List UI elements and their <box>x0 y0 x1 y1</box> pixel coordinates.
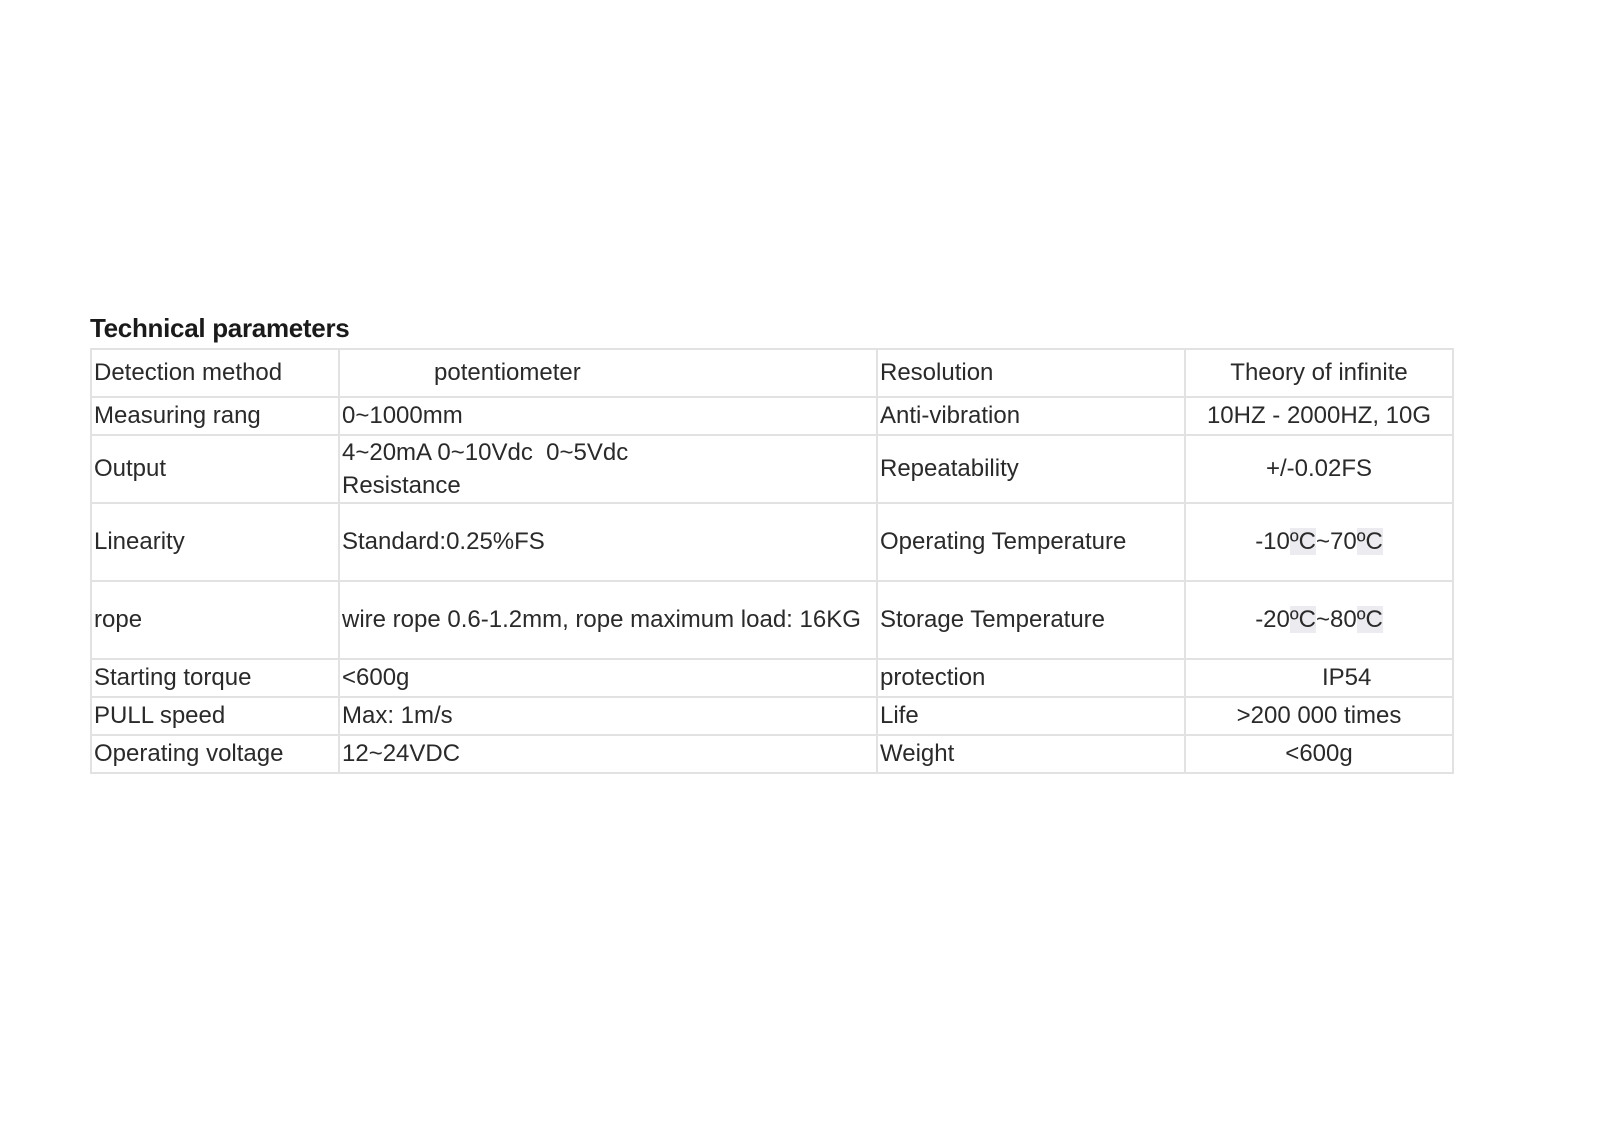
param-label: Linearity <box>91 503 339 581</box>
param-label: Resolution <box>877 349 1185 397</box>
param-value: 12~24VDC <box>339 735 877 773</box>
temp-max: ~70 <box>1315 528 1357 555</box>
param-value: Max: 1m/s <box>339 697 877 735</box>
table-row <box>91 503 1453 581</box>
param-value: 0~1000mm <box>339 397 877 435</box>
table-row <box>91 349 1453 397</box>
param-value: >200 000 times <box>1185 697 1453 735</box>
table-row <box>91 435 1453 503</box>
param-value: 10HZ - 2000HZ, 10G <box>1185 397 1453 435</box>
param-value <box>1185 503 1453 581</box>
parameters-table <box>90 348 1454 774</box>
param-label: Detection method <box>91 349 339 397</box>
param-label: protection <box>877 659 1185 697</box>
param-label: Starting torque <box>91 659 339 697</box>
param-label: Operating Temperature <box>877 503 1185 581</box>
temp-min: -20 <box>1255 606 1290 633</box>
param-value: Standard:0.25%FS <box>339 503 877 581</box>
section-title: Technical parameters <box>90 313 350 343</box>
param-value: Theory of infinite <box>1185 349 1453 397</box>
param-value <box>339 435 877 503</box>
temp-min: -10 <box>1255 528 1290 555</box>
param-label: Measuring rang <box>91 397 339 435</box>
technical-parameters-section <box>90 308 1452 774</box>
degree-unit: ºC <box>1289 528 1316 555</box>
param-label: Storage Temperature <box>877 581 1185 659</box>
param-value: <600g <box>339 659 877 697</box>
param-label: Operating voltage <box>91 735 339 773</box>
param-value: +/-0.02FS <box>1185 435 1453 503</box>
table-row <box>91 659 1453 697</box>
param-value <box>1185 581 1453 659</box>
param-value: potentiometer <box>339 349 877 397</box>
param-value: IP54 <box>1185 659 1453 697</box>
param-label: Repeatability <box>877 435 1185 503</box>
degree-unit: ºC <box>1356 528 1383 555</box>
degree-unit: ºC <box>1356 606 1383 633</box>
param-label: Anti-vibration <box>877 397 1185 435</box>
table-row <box>91 697 1453 735</box>
param-value: <600g <box>1185 735 1453 773</box>
param-label: PULL speed <box>91 697 339 735</box>
degree-unit: ºC <box>1289 606 1316 633</box>
output-line-1: 4~20mA 0~10Vdc 0~5Vdc <box>342 439 629 466</box>
table-row <box>91 397 1453 435</box>
table-row <box>91 581 1453 659</box>
output-line-2: Resistance <box>342 472 461 499</box>
temp-max: ~80 <box>1315 606 1357 633</box>
param-value: wire rope 0.6-1.2mm, rope maximum load: 16KG <box>339 581 877 659</box>
param-label: Weight <box>877 735 1185 773</box>
param-label: Output <box>91 435 339 503</box>
param-label: rope <box>91 581 339 659</box>
table-row <box>91 735 1453 773</box>
param-label: Life <box>877 697 1185 735</box>
